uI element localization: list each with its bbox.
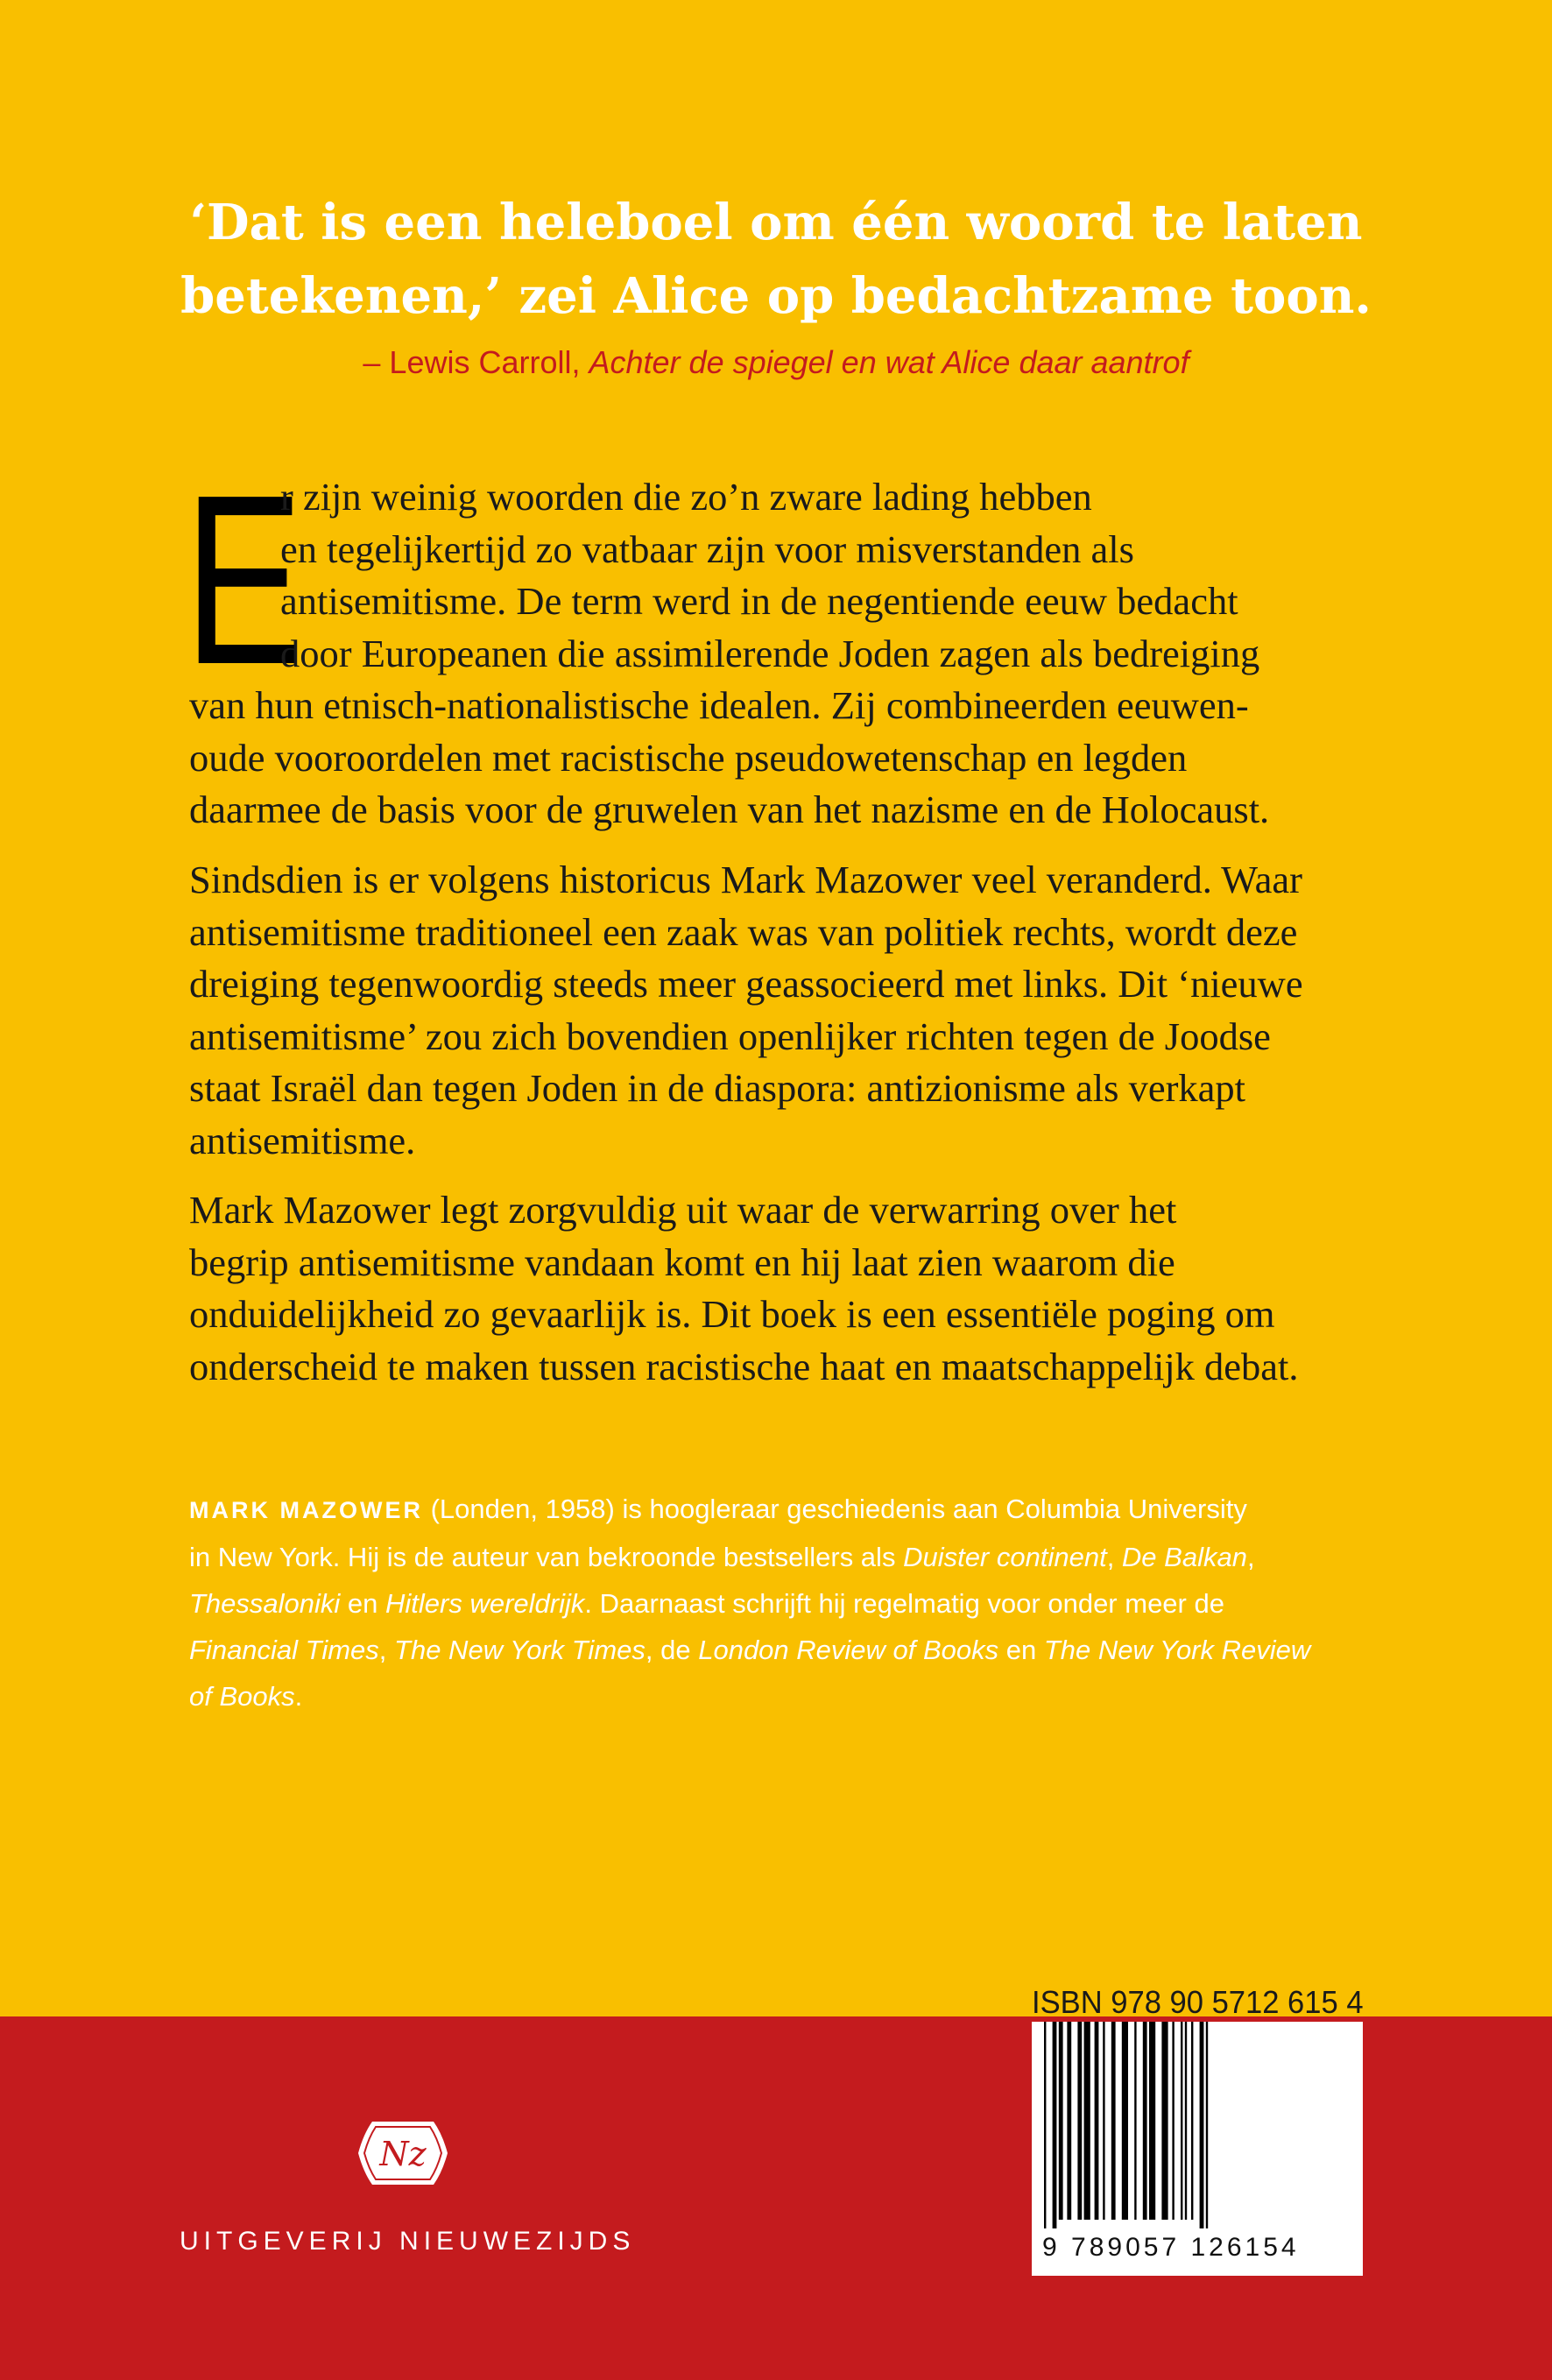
barcode-digits: 9 789057 126154 — [1042, 2233, 1300, 2262]
barcode-bar — [1149, 2022, 1155, 2220]
barcode-bar — [1111, 2022, 1116, 2220]
barcode-bar — [1059, 2022, 1063, 2220]
bio-text: . — [294, 1681, 303, 1712]
barcode-bar — [1077, 2022, 1082, 2220]
publisher-logo-icon — [355, 2118, 451, 2188]
bio-text: (Londen, 1958) is hoogleraar geschiedenis aan Columbia University — [422, 1494, 1247, 1524]
blurb-paragraph-3 — [189, 1184, 1363, 1393]
paragraph-line: van hun etnisch-nationalistische idealen. Zij combineerden eeuwen- — [189, 683, 1249, 727]
epigraph-quote — [175, 186, 1377, 333]
bio-text: . Daarnaast schrijft hij regelmatig voor onder meer de — [584, 1588, 1224, 1619]
paragraph-line: antisemitisme traditioneel een zaak was van politiek rechts, wordt deze — [189, 909, 1298, 954]
bio-title: De Balkan — [1121, 1542, 1247, 1572]
bio-line — [189, 1486, 1372, 1534]
paragraph-line: daarmee de basis voor de gruwelen van het nazisme en de Holocaust. — [189, 787, 1270, 831]
blurb-paragraph-1 — [189, 471, 1363, 837]
barcode-bar — [1181, 2022, 1182, 2220]
paragraph-line: antisemitisme. De term werd in de negentiende eeuw bedacht — [280, 579, 1238, 623]
barcode-bar — [1084, 2022, 1090, 2220]
barcode-bar — [1206, 2022, 1208, 2228]
quote-line-1: ‘Dat is een heleboel om één woord te laten — [189, 194, 1363, 251]
paragraph-line: onderscheid te maken tussen racistische haat en maatschappelijk debat. — [189, 1344, 1299, 1388]
quote-line-2: betekenen,’ zei Alice op bedachtzame toon. — [180, 267, 1372, 325]
barcode-bar — [1185, 2022, 1187, 2220]
paragraph-line: dreiging tegenwoordig steeds meer geassocieerd met links. Dit ‘nieuwe — [189, 962, 1303, 1006]
paragraph-line: Sindsdien is er volgens historicus Mark Mazower veel veranderd. Waar — [189, 858, 1302, 901]
quote-attribution — [175, 343, 1377, 382]
blurb-paragraph-2 — [189, 854, 1363, 1167]
barcode-bar — [1134, 2022, 1136, 2220]
bio-title: Financial Times — [189, 1635, 379, 1665]
bio-title: The New York Times — [394, 1635, 645, 1665]
paragraph-line: oude vooroordelen met racistische pseudowetenschap en legden — [189, 735, 1188, 780]
bio-title: Hitlers wereldrijk — [385, 1588, 585, 1619]
bio-text: en — [340, 1588, 386, 1619]
barcode — [1032, 2022, 1363, 2276]
attribution-author: – Lewis Carroll, — [363, 344, 589, 380]
bio-line — [189, 1534, 1372, 1580]
bio-text: in New York. Hij is de auteur van bekroonde bestsellers als — [189, 1542, 904, 1572]
bio-line — [189, 1580, 1372, 1627]
bio-title: of Books — [189, 1681, 295, 1712]
paragraph-line: r zijn weinig woorden die zo’n zware lading hebben — [280, 475, 1092, 519]
attribution-work: Achter de spiegel en wat Alice daar aantrof — [589, 344, 1189, 380]
barcode-bar — [1161, 2022, 1168, 2220]
bio-title: Thessaloniki — [189, 1588, 341, 1619]
barcode-bar — [1172, 2022, 1174, 2220]
publisher-name: UITGEVERIJ NIEUWEZIJDS — [180, 2227, 636, 2256]
bio-title: London Review of Books — [698, 1635, 999, 1665]
drop-cap: E — [184, 445, 304, 715]
bio-title: Duister continent — [903, 1542, 1107, 1572]
paragraph-line: antisemitisme’ zou zich bovendien openlijker richten tegen de Joodse — [189, 1013, 1271, 1058]
paragraph-line: en tegelijkertijd zo vatbaar zijn voor misverstanden als — [280, 526, 1134, 571]
paragraph-line: onduidelijkheid zo gevaarlijk is. Dit boek is een essentiële poging om — [189, 1292, 1275, 1336]
barcode-bar — [1095, 2022, 1099, 2220]
paragraph-line: begrip antisemitisme vandaan komt en hij laat zien waarom die — [189, 1239, 1175, 1284]
bio-text: en — [998, 1635, 1044, 1665]
bio-text: , — [1106, 1542, 1122, 1572]
barcode-bar — [1067, 2022, 1071, 2220]
author-bio — [189, 1486, 1372, 1720]
barcode-bar — [1103, 2022, 1104, 2220]
barcode-bar — [1053, 2022, 1057, 2228]
paragraph-line: door Europeanen die assimilerende Joden zagen als bedreiging — [280, 631, 1260, 675]
paragraph-line: antisemitisme. — [189, 1118, 416, 1162]
barcode-bar — [1200, 2022, 1204, 2228]
barcode-bar — [1143, 2022, 1147, 2220]
paragraph-line: Mark Mazower legt zorgvuldig uit waar de verwarring over het — [189, 1188, 1177, 1232]
bio-title: The New York Review — [1043, 1635, 1311, 1665]
bio-text: , de — [645, 1635, 699, 1665]
barcode-bar — [1122, 2022, 1128, 2220]
isbn-label: ISBN 978 90 5712 615 4 — [1032, 1984, 1364, 2020]
bio-line — [189, 1627, 1372, 1673]
barcode-bar — [1191, 2022, 1193, 2220]
bio-author-name: MARK MAZOWER — [189, 1497, 423, 1523]
barcode-bar — [1044, 2022, 1046, 2228]
bio-text: , — [1246, 1542, 1255, 1572]
logo-monogram: Nz — [379, 2135, 427, 2173]
bio-line — [189, 1673, 1372, 1720]
bio-text: , — [378, 1635, 395, 1665]
barcode-bars — [1039, 2022, 1356, 2228]
paragraph-line: staat Israël dan tegen Joden in de diaspora: antizionisme als verkapt — [189, 1066, 1246, 1110]
